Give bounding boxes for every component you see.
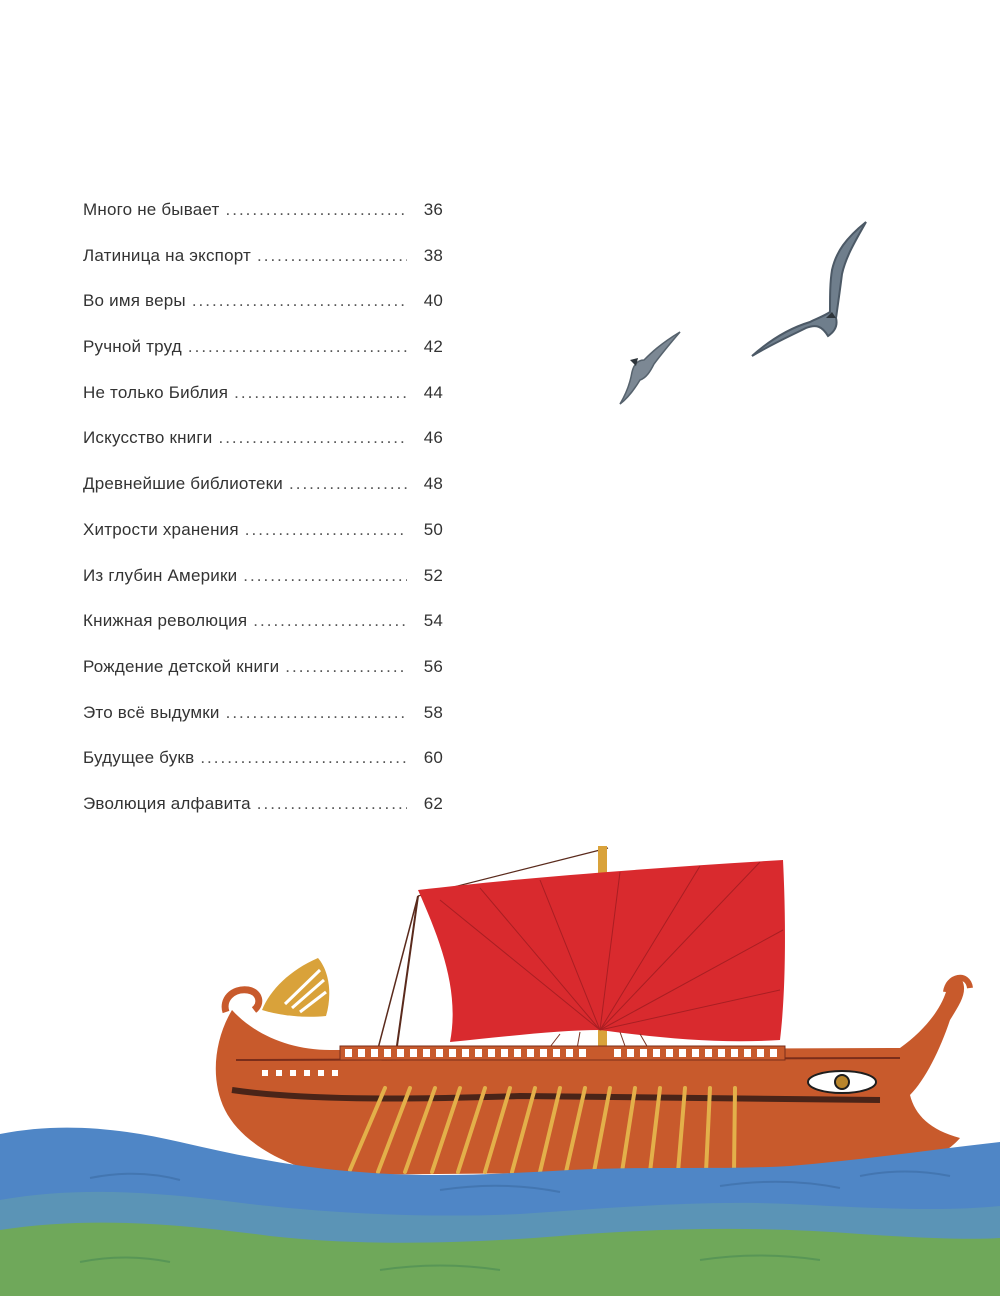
toc-entry-title: Это всё выдумки bbox=[83, 702, 220, 722]
toc-entry-page: 62 bbox=[423, 793, 443, 813]
toc-entry-page: 54 bbox=[423, 611, 443, 631]
toc-entry-title: Хитрости хранения bbox=[83, 519, 239, 539]
toc-entry-page: 48 bbox=[423, 474, 443, 494]
toc-entry-title: Рождение детской книги bbox=[83, 656, 280, 676]
toc-entry-title: Эволюция алфавита bbox=[83, 793, 251, 813]
toc-entry-page: 52 bbox=[423, 565, 443, 585]
toc-entry-page: 58 bbox=[423, 702, 443, 722]
toc-entry-page: 56 bbox=[423, 656, 443, 676]
toc-entry-title: Древнейшие библиотеки bbox=[83, 474, 283, 494]
toc-entry-title: Много не бывает bbox=[83, 200, 220, 219]
toc-entry-title: Латиница на экспорт bbox=[83, 245, 252, 265]
toc-entry-page: 50 bbox=[423, 519, 443, 539]
galley-ship-icon bbox=[216, 846, 970, 1175]
toc-entry-title: Во имя веры bbox=[83, 291, 186, 311]
toc-entry-page: 60 bbox=[423, 748, 443, 768]
toc-entry-title: Искусство книги bbox=[83, 428, 213, 448]
seagull-icon bbox=[752, 222, 866, 356]
toc-entry-title: Книжная революция bbox=[83, 611, 248, 631]
toc-entry-page: 36 bbox=[423, 200, 443, 219]
toc-entry-title: Ручной труд bbox=[83, 337, 182, 357]
toc-entry-title: Будущее букв bbox=[83, 748, 195, 768]
toc-entry-page: 46 bbox=[423, 428, 443, 448]
toc-entry-page: 44 bbox=[423, 382, 443, 402]
seagull-icon bbox=[620, 332, 680, 404]
toc-entry-title: Не только Библия bbox=[83, 382, 229, 402]
toc-entry-title: Из глубин Америки bbox=[83, 565, 238, 585]
toc-entry-page: 40 bbox=[423, 291, 443, 311]
toc-entry-page: 42 bbox=[423, 337, 443, 357]
toc-entry-page: 38 bbox=[423, 245, 443, 265]
